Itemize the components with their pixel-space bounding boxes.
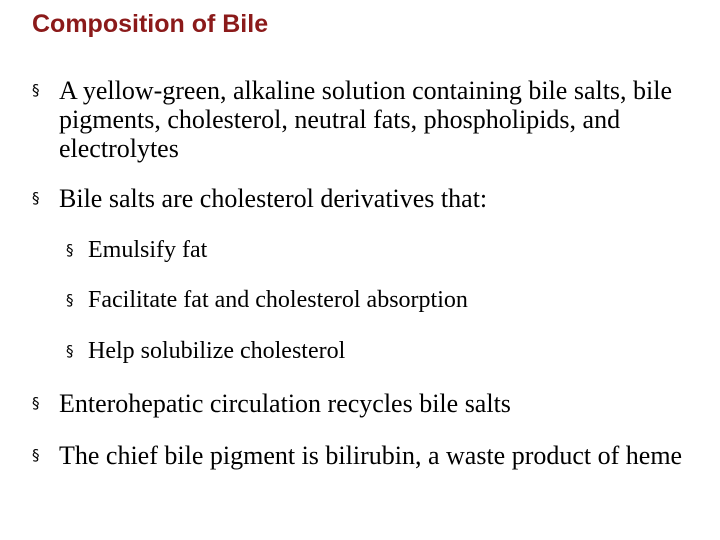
- bullet-marker-icon: §: [32, 394, 40, 412]
- bullet-item: [32, 184, 692, 213]
- bullet-marker-icon: §: [32, 81, 40, 99]
- bullet-text: Bile salts are cholesterol derivatives that:: [59, 184, 488, 213]
- bullet-text: Help solubilize cholesterol: [88, 338, 346, 364]
- sub-bullet-item: [66, 286, 686, 315]
- bullet-text: Enterohepatic circulation recycles bile salts: [59, 389, 511, 418]
- sub-bullet-item: [66, 236, 686, 265]
- bullet-item: [32, 389, 692, 418]
- bullet-text: Facilitate fat and cholesterol absorption: [88, 287, 468, 313]
- bullet-item: [32, 76, 692, 163]
- bullet-marker-icon: §: [32, 189, 40, 207]
- bullet-text: Emulsify fat: [88, 237, 208, 263]
- bullet-marker-icon: §: [66, 241, 74, 259]
- slide-title: Composition of Bile: [32, 10, 269, 38]
- bullet-marker-icon: §: [66, 342, 74, 360]
- bullet-marker-icon: §: [32, 446, 40, 464]
- bullet-text: The chief bile pigment is bilirubin, a waste product of heme: [59, 441, 683, 470]
- bullet-marker-icon: §: [66, 291, 74, 309]
- sub-bullet-item: [66, 337, 686, 366]
- bullet-text: A yellow-green, alkaline solution containing bile salts, bile pigments, cholesterol, neutral fats, phospholipids, and electrolytes: [59, 76, 673, 163]
- bullet-item: [32, 441, 692, 470]
